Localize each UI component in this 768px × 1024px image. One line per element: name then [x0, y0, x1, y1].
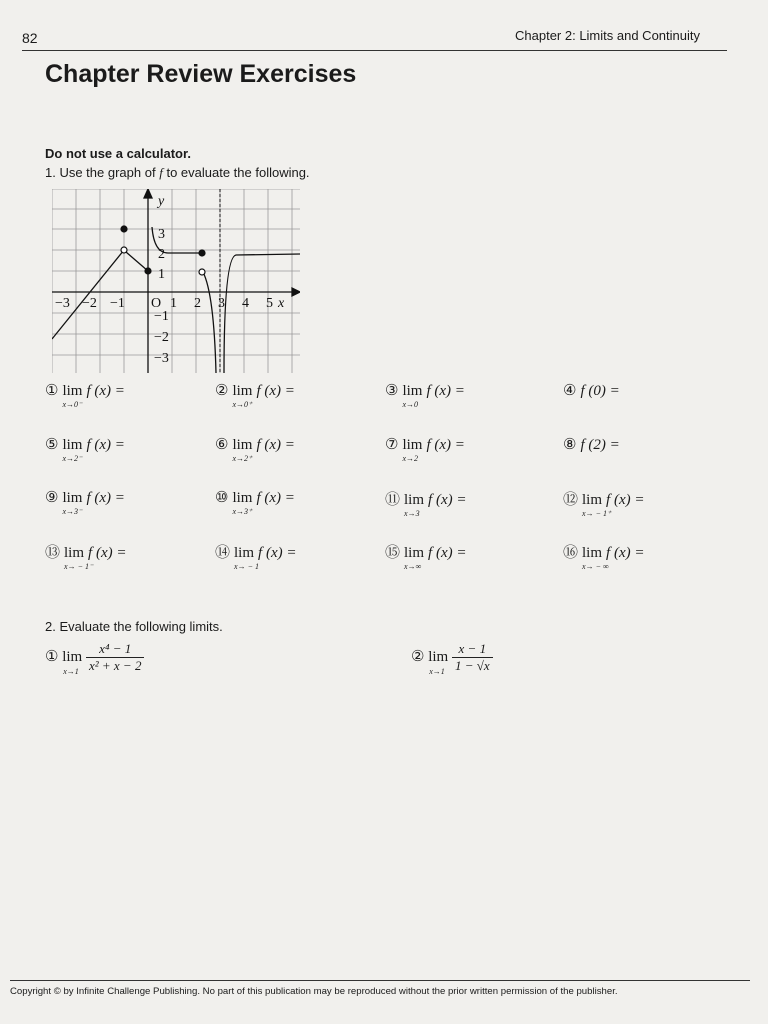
lim-word: lim — [582, 545, 603, 561]
lim-word: lim — [582, 492, 603, 508]
q1-item — [45, 435, 125, 463]
item-number: ⑬ — [45, 545, 61, 561]
lim-subscript: x→3⁻ — [62, 507, 83, 516]
lim-word: lim — [62, 437, 83, 453]
page-title: Chapter Review Exercises — [45, 60, 357, 88]
lim-word: lim — [232, 383, 253, 399]
y-tick: 3 — [158, 227, 165, 242]
item-number: ⑯ — [563, 545, 579, 561]
axes — [52, 189, 300, 373]
x-tick: 1 — [170, 296, 177, 311]
q2-p1-fraction — [86, 641, 144, 674]
lim-word: lim — [402, 383, 423, 399]
q1-prompt-post: to evaluate the following. — [166, 165, 310, 180]
lim-word: lim — [232, 490, 253, 506]
item-number: ⑦ — [385, 437, 399, 453]
item-number: ⑭ — [215, 545, 231, 561]
item-number: ⑤ — [45, 437, 59, 453]
x-tick: O — [151, 296, 162, 311]
x-tick: 5 — [266, 296, 273, 311]
q2-p2-numerator: x − 1 — [452, 641, 493, 658]
q2-p2-denominator: 1 − √x — [454, 658, 490, 673]
y-axis-label: y — [158, 194, 165, 209]
item-number: ⑫ — [563, 492, 579, 508]
lim-expression: f (x) = — [86, 437, 125, 453]
lim-expression: f (x) = — [428, 545, 467, 561]
lim-word: lim — [62, 383, 83, 399]
q2-p1-denominator: x² + x − 2 — [88, 658, 142, 673]
q2-problem-2 — [411, 641, 493, 674]
copyright-footer: Copyright © by Infinite Challenge Publishing. No part of this publication may be reproduced without the prior written permission of the publisher. — [10, 986, 618, 997]
q1-item — [385, 488, 467, 518]
q2-p1-sub: x→1 — [63, 667, 79, 676]
grid — [52, 189, 300, 373]
lim-subscript: x→3 — [404, 509, 420, 518]
y-tick: −3 — [154, 351, 169, 366]
function-graph — [52, 189, 300, 373]
lim-word: lim — [404, 545, 425, 561]
y-tick: 2 — [158, 247, 165, 262]
q1-item — [385, 541, 467, 571]
x-axis-label: x — [278, 296, 285, 311]
q1-item — [215, 541, 297, 571]
lim-expression: f (x) = — [428, 492, 467, 508]
lim-expression: f (x) = — [606, 492, 645, 508]
x-tick: 4 — [242, 296, 249, 311]
value-expression: f (2) = — [580, 437, 620, 453]
x-tick: −3 — [55, 296, 70, 311]
item-number: ⑮ — [385, 545, 401, 561]
q1-item — [385, 381, 465, 409]
lim-expression: f (x) = — [426, 437, 465, 453]
lim-subscript: x→ − 1 — [234, 562, 259, 571]
q1-prompt-pre: 1. Use the graph of — [45, 165, 156, 180]
item-number: ② — [215, 383, 229, 399]
page-number: 82 — [22, 30, 38, 46]
lim-expression: f (x) = — [256, 383, 295, 399]
q1-item — [45, 541, 127, 571]
item-number: ① — [45, 383, 59, 399]
q2-p2-sub: x→1 — [429, 667, 445, 676]
q1-item — [215, 381, 295, 409]
lim-word: lim — [404, 492, 425, 508]
item-number: ⑪ — [385, 492, 401, 508]
lim-subscript: x→ − 1⁻ — [64, 562, 94, 571]
q2-problem-1 — [45, 641, 144, 674]
header-rule — [22, 50, 727, 51]
q2-p1-number: ① — [45, 648, 59, 665]
lim-expression: f (x) = — [86, 490, 125, 506]
lim-subscript: x→2⁺ — [232, 454, 253, 463]
lim-subscript: x→3⁺ — [232, 507, 253, 516]
q2-p1-numerator: x⁴ − 1 — [86, 641, 144, 658]
lim-subscript: x→0 — [402, 400, 419, 409]
lim-expression: f (x) = — [256, 490, 295, 506]
graph-labels — [55, 194, 285, 366]
q1-item — [385, 435, 465, 463]
lim-word: lim — [64, 545, 85, 561]
q1-item — [45, 488, 125, 516]
q2-p2-number: ② — [411, 648, 425, 665]
q1-item — [563, 541, 645, 571]
y-tick: −1 — [154, 309, 169, 324]
value-expression: f (0) = — [580, 383, 620, 399]
chapter-header: Chapter 2: Limits and Continuity — [515, 28, 700, 43]
item-number: ④ — [563, 383, 577, 399]
q1-item — [215, 488, 295, 516]
q2-p1-lim: lim — [62, 649, 83, 665]
q1-prompt-fn: f — [159, 165, 163, 180]
item-number: ⑩ — [215, 490, 229, 506]
x-tick: −1 — [110, 296, 125, 311]
lim-word: lim — [402, 437, 423, 453]
lim-expression: f (x) = — [606, 545, 645, 561]
lim-subscript: x→∞ — [404, 562, 422, 571]
y-tick: 1 — [158, 267, 165, 282]
lim-word: lim — [234, 545, 255, 561]
lim-word: lim — [62, 490, 83, 506]
footer-rule — [10, 980, 750, 981]
y-tick: −2 — [154, 330, 169, 345]
item-number: ③ — [385, 383, 399, 399]
q1-item — [215, 435, 295, 463]
lim-expression: f (x) = — [86, 383, 125, 399]
x-tick: −2 — [82, 296, 97, 311]
q2-p2-lim: lim — [428, 649, 449, 665]
q1-item — [563, 381, 620, 400]
x-tick: 2 — [194, 296, 201, 311]
lim-expression: f (x) = — [426, 383, 465, 399]
item-number: ⑧ — [563, 437, 577, 453]
lim-subscript: x→2 — [402, 454, 419, 463]
lim-word: lim — [232, 437, 253, 453]
item-number: ⑥ — [215, 437, 229, 453]
lim-subscript: x→0⁻ — [62, 400, 83, 409]
item-number: ⑨ — [45, 490, 59, 506]
q2-p2-fraction — [452, 641, 493, 674]
x-tick: 3 — [218, 296, 225, 311]
q2-prompt: 2. Evaluate the following limits. — [45, 619, 223, 634]
lim-subscript: x→2⁻ — [62, 454, 83, 463]
lim-expression: f (x) = — [256, 437, 295, 453]
lim-expression: f (x) = — [258, 545, 297, 561]
lim-subscript: x→ − 1⁺ — [582, 509, 612, 518]
instruction: Do not use a calculator. — [45, 146, 191, 161]
q1-item — [45, 381, 125, 409]
q1-item — [563, 488, 645, 518]
q1-item — [563, 435, 620, 454]
lim-subscript: x→ − ∞ — [582, 562, 609, 571]
q1-prompt — [45, 165, 310, 181]
lim-subscript: x→0⁺ — [232, 400, 253, 409]
lim-expression: f (x) = — [88, 545, 127, 561]
